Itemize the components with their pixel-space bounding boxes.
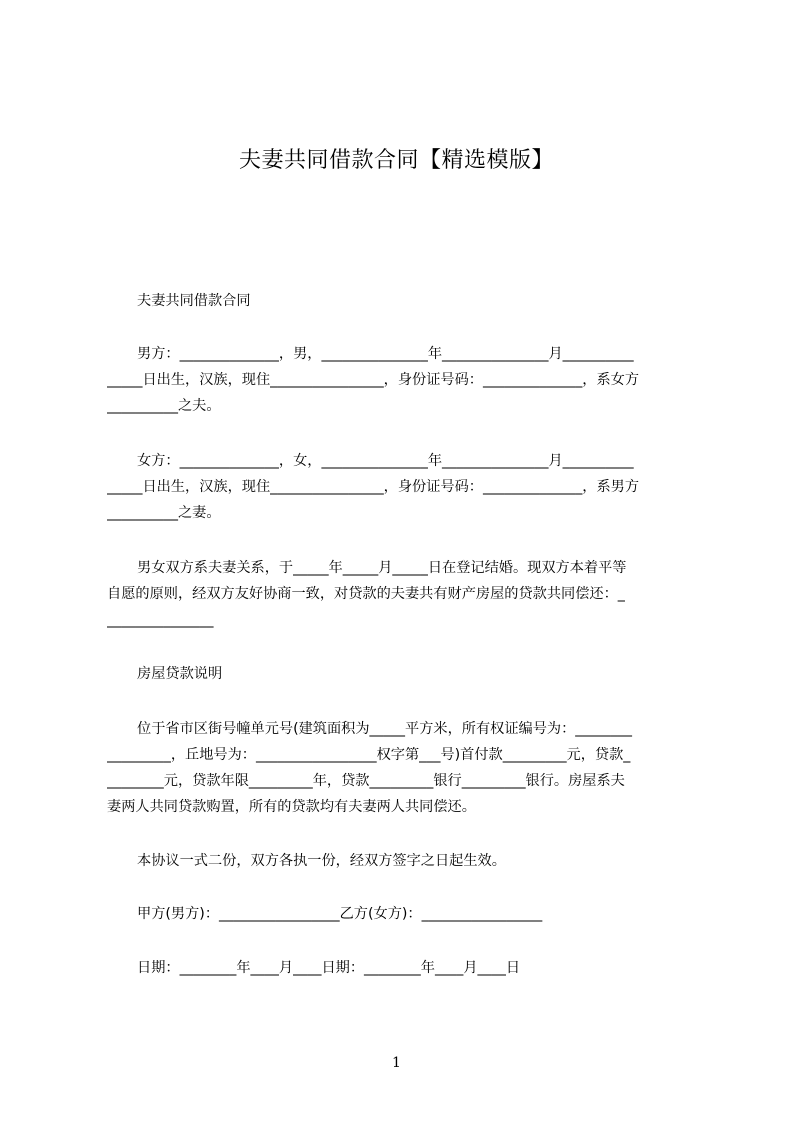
wife-line-1: 女方：______________，女，_______________年_______________月__________ [137, 453, 634, 469]
wife-paragraph [107, 448, 702, 526]
wife-line-3: __________之妻。 [107, 505, 221, 521]
signature-line [107, 901, 702, 927]
validity-text: 本协议一式二份，双方各执一份，经双方签字之日起生效。 [137, 853, 506, 869]
wife-line-2: _____日出生，汉族，现住________________，身份证号码：______________，系男方 [107, 479, 640, 495]
marriage-line-3: _______________ [107, 612, 214, 628]
property-paragraph [107, 716, 702, 820]
husband-line-1: 男方：______________，男，_______________年_______________月__________ [137, 346, 634, 362]
loan-heading-text: 房屋贷款说明 [137, 666, 223, 682]
loan-heading [107, 661, 702, 687]
validity-paragraph [107, 848, 702, 874]
property-line-3: ________元，贷款年限_________年，贷款_________银行_________银行。房屋系夫 [107, 773, 625, 789]
contract-subtitle [107, 288, 702, 314]
property-line-4: 妻两人共同贷款购置，所有的贷款均有夫妻两人共同偿还。 [107, 799, 476, 815]
signature-text: 甲方(男方)：_________________乙方(女方)：_________________ [137, 906, 543, 922]
marriage-line-2: 自愿的原则，经双方友好协商一致，对贷款的夫妻共有财产房屋的贷款共同偿还：_ [107, 586, 625, 602]
husband-line-2: _____日出生，汉族，现住________________，身份证号码：______________，系女方 [107, 372, 640, 388]
page-number: 1 [392, 1055, 401, 1071]
date-text: 日期：________年____月____日期：________年____月____日 [137, 960, 521, 976]
marriage-line-1: 男女双方系夫妻关系，于_____年_____月_____日在登记结婚。现双方本着平等 [137, 560, 627, 576]
date-line [107, 955, 702, 981]
document-title: 夫妻共同借款合同【精选模版】 [238, 148, 554, 173]
husband-paragraph [107, 341, 702, 419]
property-line-2: _________，丘地号为：_________________权字第___号)首付款_________元，贷款_ [107, 747, 631, 763]
marriage-paragraph [107, 555, 702, 633]
subtitle-text: 夫妻共同借款合同 [137, 293, 251, 309]
husband-line-3: __________之夫。 [107, 398, 221, 414]
property-line-1: 位于省市区街号幢单元号(建筑面积为_____平方米，所有权证编号为：________ [137, 721, 633, 737]
